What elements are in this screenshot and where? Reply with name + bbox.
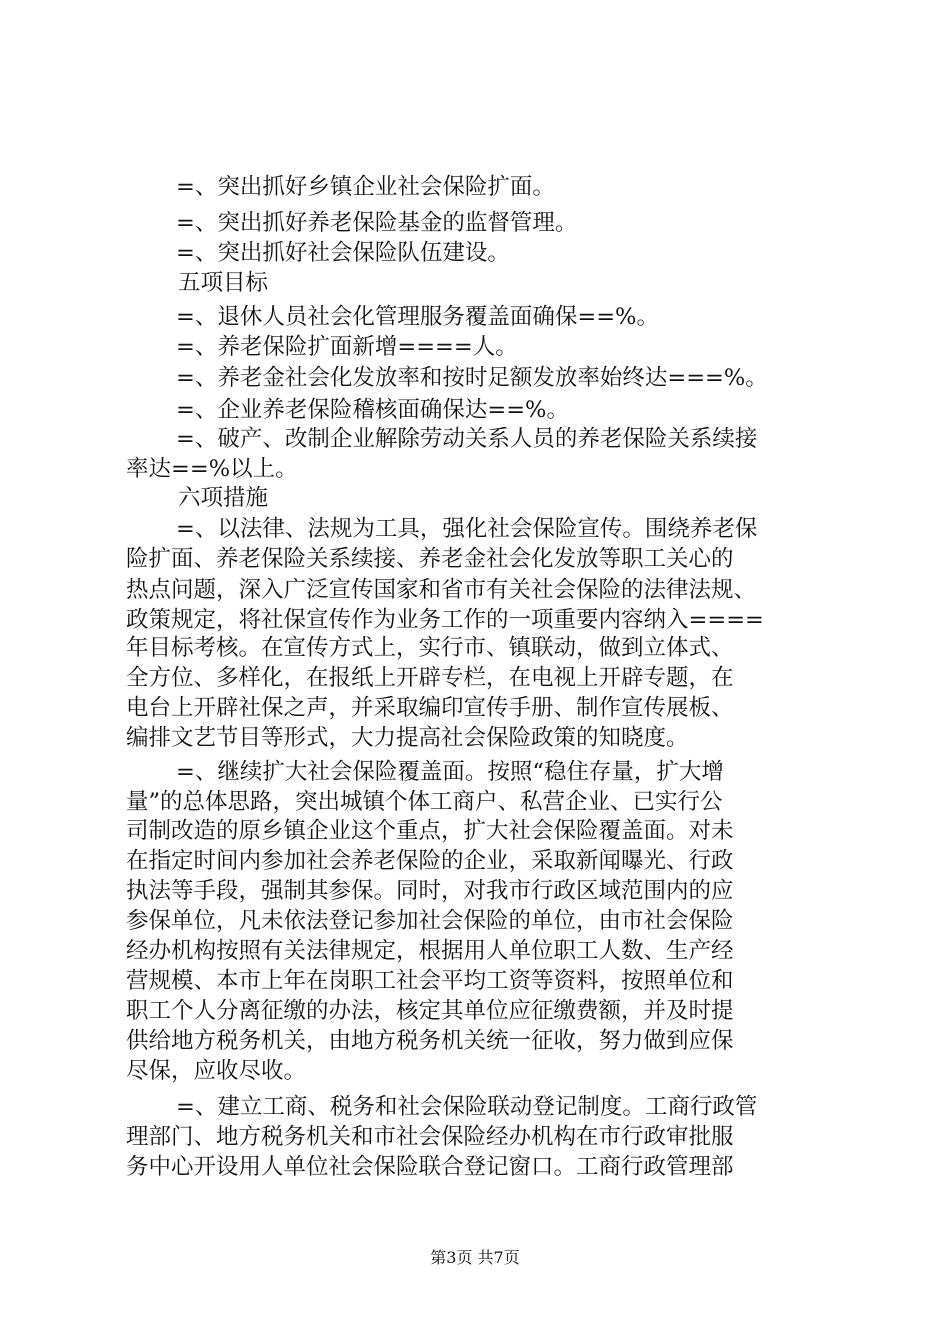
- text-line: 险扩面、养老保险关系续接、养老金社会化发放等职工关心的: [126, 546, 734, 572]
- text-line: 电台上开辟社保之声，并采取编印宣传手册、制作宣传展板、: [126, 695, 734, 721]
- text-line: 参保单位，凡未依法登记参加社会保险的单位，由市社会保险: [126, 908, 734, 934]
- text-line: 务中心开设用人单位社会保险联合登记窗口。工商行政管理部: [126, 1154, 734, 1180]
- text-line: 营规模、本市上年在岗职工社会平均工资等资料，按照单位和: [126, 968, 734, 994]
- text-line: 年目标考核。在宣传方式上，实行市、镇联动，做到立体式、: [126, 635, 734, 661]
- text-line: =、继续扩大社会保险覆盖面。按照“稳住存量，扩大增: [176, 759, 724, 785]
- text-line: 经办机构按照有关法律规定，根据用人单位职工人数、生产经: [126, 938, 734, 964]
- text-line: =、突出抓好社会保险队伍建设。: [176, 240, 510, 266]
- text-line: 全方位、多样化，在报纸上开辟专栏，在电视上开辟专题，在: [126, 665, 734, 691]
- text-line: =、以法律、法规为工具，强化社会保险宣传。围绕养老保: [176, 516, 758, 542]
- text-line: =、养老金社会化发放率和按时足额发放率始终达===%。: [176, 365, 768, 391]
- text-line: 率达==%以上。: [126, 456, 298, 482]
- text-line: 编排文艺节目等形式，大力提高社会保险政策的知晓度。: [126, 725, 689, 751]
- text-line: 司制改造的原乡镇企业这个重点，扩大社会保险覆盖面。对未: [126, 818, 734, 844]
- text-line: =、突出抓好乡镇企业社会保险扩面。: [176, 174, 555, 200]
- text-line: 执法等手段，强制其参保。同时，对我市行政区域范围内的应: [126, 878, 734, 904]
- text-line: =、养老保险扩面新增====人。: [176, 334, 518, 360]
- text-line: 尽保，应收尽收。: [126, 1058, 307, 1084]
- text-line: =、破产、改制企业解除劳动关系人员的养老保险关系续接: [176, 426, 758, 452]
- text-line: =、退休人员社会化管理服务覆盖面确保==%。: [176, 304, 659, 330]
- text-line: 政策规定，将社保宣传作为业务工作的一项重要内容纳入====: [126, 607, 764, 633]
- text-line: 职工个人分离征缴的办法，核定其单位应征缴费额，并及时提: [126, 998, 734, 1024]
- page-footer: 第3页 共7页: [430, 1248, 520, 1267]
- text-line: 热点问题，深入广泛宣传国家和省市有关社会保险的法律法规、: [126, 577, 757, 603]
- text-line: 供给地方税务机关，由地方税务机关统一征收，努力做到应保: [126, 1028, 734, 1054]
- text-line: 量”的总体思路，突出城镇个体工商户、私营企业、已实行公: [126, 789, 723, 815]
- text-line: 理部门、地方税务机关和市社会保险经办机构在市行政审批服: [126, 1124, 734, 1150]
- text-line: 在指定时间内参加社会养老保险的企业，采取新闻曝光、行政: [126, 848, 734, 874]
- text-line: =、建立工商、税务和社会保险联动登记制度。工商行政管: [176, 1094, 758, 1120]
- section-heading: 五项目标: [178, 270, 269, 296]
- text-line: =、企业养老保险稽核面确保达==%。: [176, 397, 569, 423]
- text-line: =、突出抓好养老保险基金的监督管理。: [176, 210, 578, 236]
- section-heading: 六项措施: [178, 485, 269, 511]
